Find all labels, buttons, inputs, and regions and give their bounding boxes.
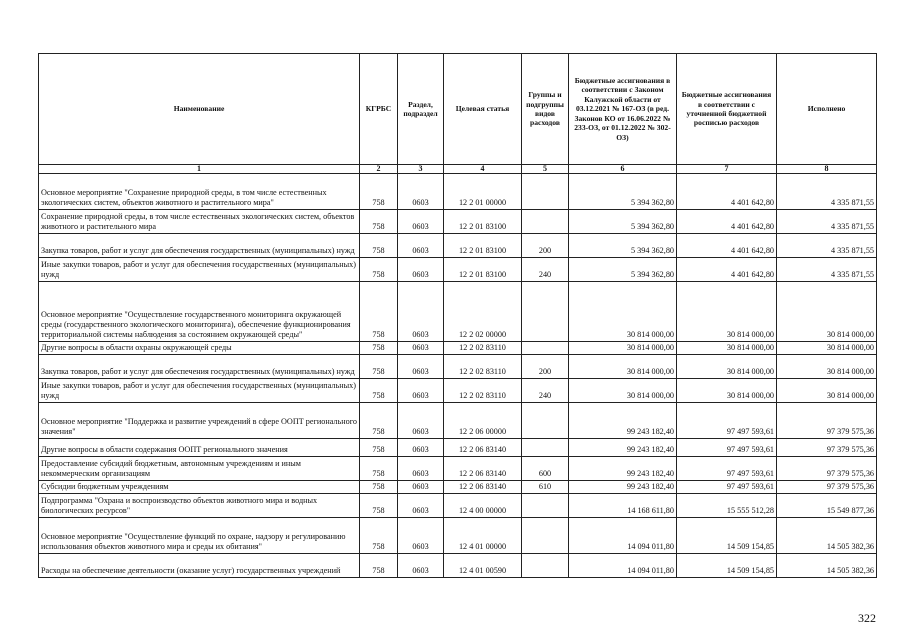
row-expense-group: 240 [522,258,569,282]
row-expense-group: 200 [522,355,569,379]
column-number: 5 [522,165,569,174]
row-name: Подпрограмма "Охрана и воспроизводство объектов животного мира и водных биологических ресурсов" [39,494,360,518]
row-budget-refined: 4 401 642,80 [677,258,777,282]
row-budget-refined: 14 509 154,85 [677,554,777,578]
table-row [39,234,877,258]
row-target-article: 12 2 02 83110 [444,355,522,379]
row-executed: 14 505 382,36 [777,518,877,554]
row-kgrbs: 758 [360,258,398,282]
header-kgrbs: КГРБС [360,54,398,165]
row-expense-group [522,518,569,554]
row-executed: 97 379 575,36 [777,403,877,439]
row-target-article: 12 2 02 00000 [444,282,522,342]
row-budget-refined: 4 401 642,80 [677,234,777,258]
row-budget-refined: 30 814 000,00 [677,342,777,355]
row-target-article: 12 2 01 83100 [444,210,522,234]
row-target-article: 12 2 02 83110 [444,379,522,403]
row-name: Закупка товаров, работ и услуг для обеспечения государственных (муниципальных) нужд [39,355,360,379]
row-section: 0603 [398,403,444,439]
row-kgrbs: 758 [360,457,398,481]
row-executed: 4 335 871,55 [777,174,877,210]
row-section: 0603 [398,174,444,210]
row-section: 0603 [398,481,444,494]
header-name: Наименование [39,54,360,165]
row-budget-refined: 30 814 000,00 [677,379,777,403]
row-executed: 30 814 000,00 [777,282,877,342]
row-kgrbs: 758 [360,210,398,234]
row-target-article: 12 2 06 83140 [444,481,522,494]
row-budget-refined: 4 401 642,80 [677,210,777,234]
row-executed: 30 814 000,00 [777,379,877,403]
row-kgrbs: 758 [360,234,398,258]
row-executed: 4 335 871,55 [777,210,877,234]
row-name: Основное мероприятие "Сохранение природной среды, в том числе естественных экологических систем, объектов животного и растительного мира" [39,174,360,210]
row-name: Другие вопросы в области содержания ООПТ регионального значения [39,439,360,457]
row-target-article: 12 2 02 83110 [444,342,522,355]
row-name: Иные закупки товаров, работ и услуг для обеспечения государственных (муниципальных) нужд [39,379,360,403]
row-expense-group [522,174,569,210]
row-kgrbs: 758 [360,481,398,494]
table-row [39,174,877,210]
table-row [39,439,877,457]
row-budget-law: 5 394 362,80 [569,174,677,210]
table-row [39,210,877,234]
row-expense-group [522,554,569,578]
row-section: 0603 [398,494,444,518]
table-row [39,258,877,282]
row-section: 0603 [398,258,444,282]
row-executed: 14 505 382,36 [777,554,877,578]
row-executed: 97 379 575,36 [777,481,877,494]
row-name: Другие вопросы в области охраны окружающей среды [39,342,360,355]
row-section: 0603 [398,518,444,554]
header-group: Группы и подгруппы видов расходов [522,54,569,165]
row-budget-law: 30 814 000,00 [569,379,677,403]
row-target-article: 12 4 01 00590 [444,554,522,578]
row-budget-refined: 14 509 154,85 [677,518,777,554]
row-budget-law: 99 243 182,40 [569,457,677,481]
column-number-row [39,165,877,174]
table-row [39,481,877,494]
row-budget-law: 99 243 182,40 [569,481,677,494]
header-budget: Бюджетные ассигнования в соответствии с Законом Калужской области от 03.12.2021 № 167-ОЗ (в ред. Законов КО от 16.06.2022 № 233-ОЗ, от 01.12.2022 № 302-ОЗ) [569,54,677,165]
table-row [39,457,877,481]
row-target-article: 12 2 06 00000 [444,403,522,439]
row-budget-law: 99 243 182,40 [569,439,677,457]
row-target-article: 12 2 01 83100 [444,234,522,258]
row-name: Расходы на обеспечение деятельности (оказание услуг) государственных учреждений [39,554,360,578]
row-budget-law: 30 814 000,00 [569,342,677,355]
row-name: Основное мероприятие "Поддержка и развитие учреждений в сфере ООПТ регионального значения" [39,403,360,439]
row-target-article: 12 2 06 83140 [444,457,522,481]
row-executed: 30 814 000,00 [777,342,877,355]
row-expense-group: 240 [522,379,569,403]
row-budget-refined: 15 555 512,28 [677,494,777,518]
header-row [39,54,877,165]
table-row [39,403,877,439]
row-expense-group [522,210,569,234]
row-expense-group: 610 [522,481,569,494]
row-section: 0603 [398,342,444,355]
page-number: 322 [858,611,876,625]
row-kgrbs: 758 [360,518,398,554]
header-section: Раздел, подраздел [398,54,444,165]
row-budget-law: 14 094 011,80 [569,554,677,578]
row-executed: 4 335 871,55 [777,258,877,282]
row-name: Закупка товаров, работ и услуг для обеспечения государственных (муниципальных) нужд [39,234,360,258]
table-row [39,494,877,518]
row-section: 0603 [398,439,444,457]
row-budget-law: 5 394 362,80 [569,210,677,234]
row-section: 0603 [398,457,444,481]
column-number: 7 [677,165,777,174]
header-executed: Исполнено [777,54,877,165]
row-kgrbs: 758 [360,342,398,355]
row-kgrbs: 758 [360,174,398,210]
row-executed: 4 335 871,55 [777,234,877,258]
row-expense-group [522,494,569,518]
row-target-article: 12 4 00 00000 [444,494,522,518]
row-name: Основное мероприятие "Осуществление функций по охране, надзору и регулированию использования объектов животного мира и среды их обитания" [39,518,360,554]
row-section: 0603 [398,234,444,258]
row-budget-refined: 97 497 593,61 [677,481,777,494]
row-name: Предоставление субсидий бюджетным, автономным учреждениям и иным некоммерческим организациям [39,457,360,481]
row-section: 0603 [398,554,444,578]
table-row [39,518,877,554]
row-budget-refined: 30 814 000,00 [677,355,777,379]
row-budget-law: 30 814 000,00 [569,355,677,379]
row-budget-refined: 97 497 593,61 [677,457,777,481]
row-budget-law: 14 094 011,80 [569,518,677,554]
row-kgrbs: 758 [360,282,398,342]
table-row [39,379,877,403]
row-budget-law: 30 814 000,00 [569,282,677,342]
row-executed: 97 379 575,36 [777,439,877,457]
row-target-article: 12 2 01 83100 [444,258,522,282]
row-budget-law: 5 394 362,80 [569,258,677,282]
row-expense-group [522,342,569,355]
row-name: Субсидии бюджетным учреждениям [39,481,360,494]
row-kgrbs: 758 [360,494,398,518]
row-budget-law: 5 394 362,80 [569,234,677,258]
row-section: 0603 [398,355,444,379]
row-expense-group: 600 [522,457,569,481]
table-row [39,355,877,379]
column-number: 1 [39,165,360,174]
row-section: 0603 [398,210,444,234]
row-expense-group: 200 [522,234,569,258]
row-expense-group [522,403,569,439]
column-number: 3 [398,165,444,174]
row-executed: 30 814 000,00 [777,355,877,379]
row-budget-law: 14 168 611,80 [569,494,677,518]
row-kgrbs: 758 [360,355,398,379]
column-number: 8 [777,165,877,174]
row-executed: 97 379 575,36 [777,457,877,481]
row-kgrbs: 758 [360,403,398,439]
row-budget-law: 99 243 182,40 [569,403,677,439]
table-row [39,282,877,342]
row-name: Основное мероприятие "Осуществление государственного мониторинга окружающей среды (государственного экологического мониторинга), обеспечение функционирования территориальной системы наблюдения за состоянием окружающей среды" [39,282,360,342]
row-expense-group [522,439,569,457]
row-budget-refined: 97 497 593,61 [677,439,777,457]
row-budget-refined: 30 814 000,00 [677,282,777,342]
row-target-article: 12 2 06 83140 [444,439,522,457]
row-budget-refined: 4 401 642,80 [677,174,777,210]
column-number: 6 [569,165,677,174]
table-row [39,342,877,355]
row-name: Иные закупки товаров, работ и услуг для обеспечения государственных (муниципальных) нужд [39,258,360,282]
header-target: Целевая статья [444,54,522,165]
header-refined: Бюджетные ассигнования в соответствии с уточненной бюджетной росписью расходов [677,54,777,165]
budget-table [38,53,877,578]
table-row [39,554,877,578]
row-budget-refined: 97 497 593,61 [677,403,777,439]
column-number: 4 [444,165,522,174]
row-target-article: 12 4 01 00000 [444,518,522,554]
row-expense-group [522,282,569,342]
row-target-article: 12 2 01 00000 [444,174,522,210]
row-kgrbs: 758 [360,554,398,578]
row-executed: 15 549 877,36 [777,494,877,518]
row-section: 0603 [398,379,444,403]
table-body [39,174,877,578]
row-kgrbs: 758 [360,439,398,457]
row-kgrbs: 758 [360,379,398,403]
row-name: Сохранение природной среды, в том числе естественных экологических систем, объектов животного и растительного мира [39,210,360,234]
column-number: 2 [360,165,398,174]
row-section: 0603 [398,282,444,342]
